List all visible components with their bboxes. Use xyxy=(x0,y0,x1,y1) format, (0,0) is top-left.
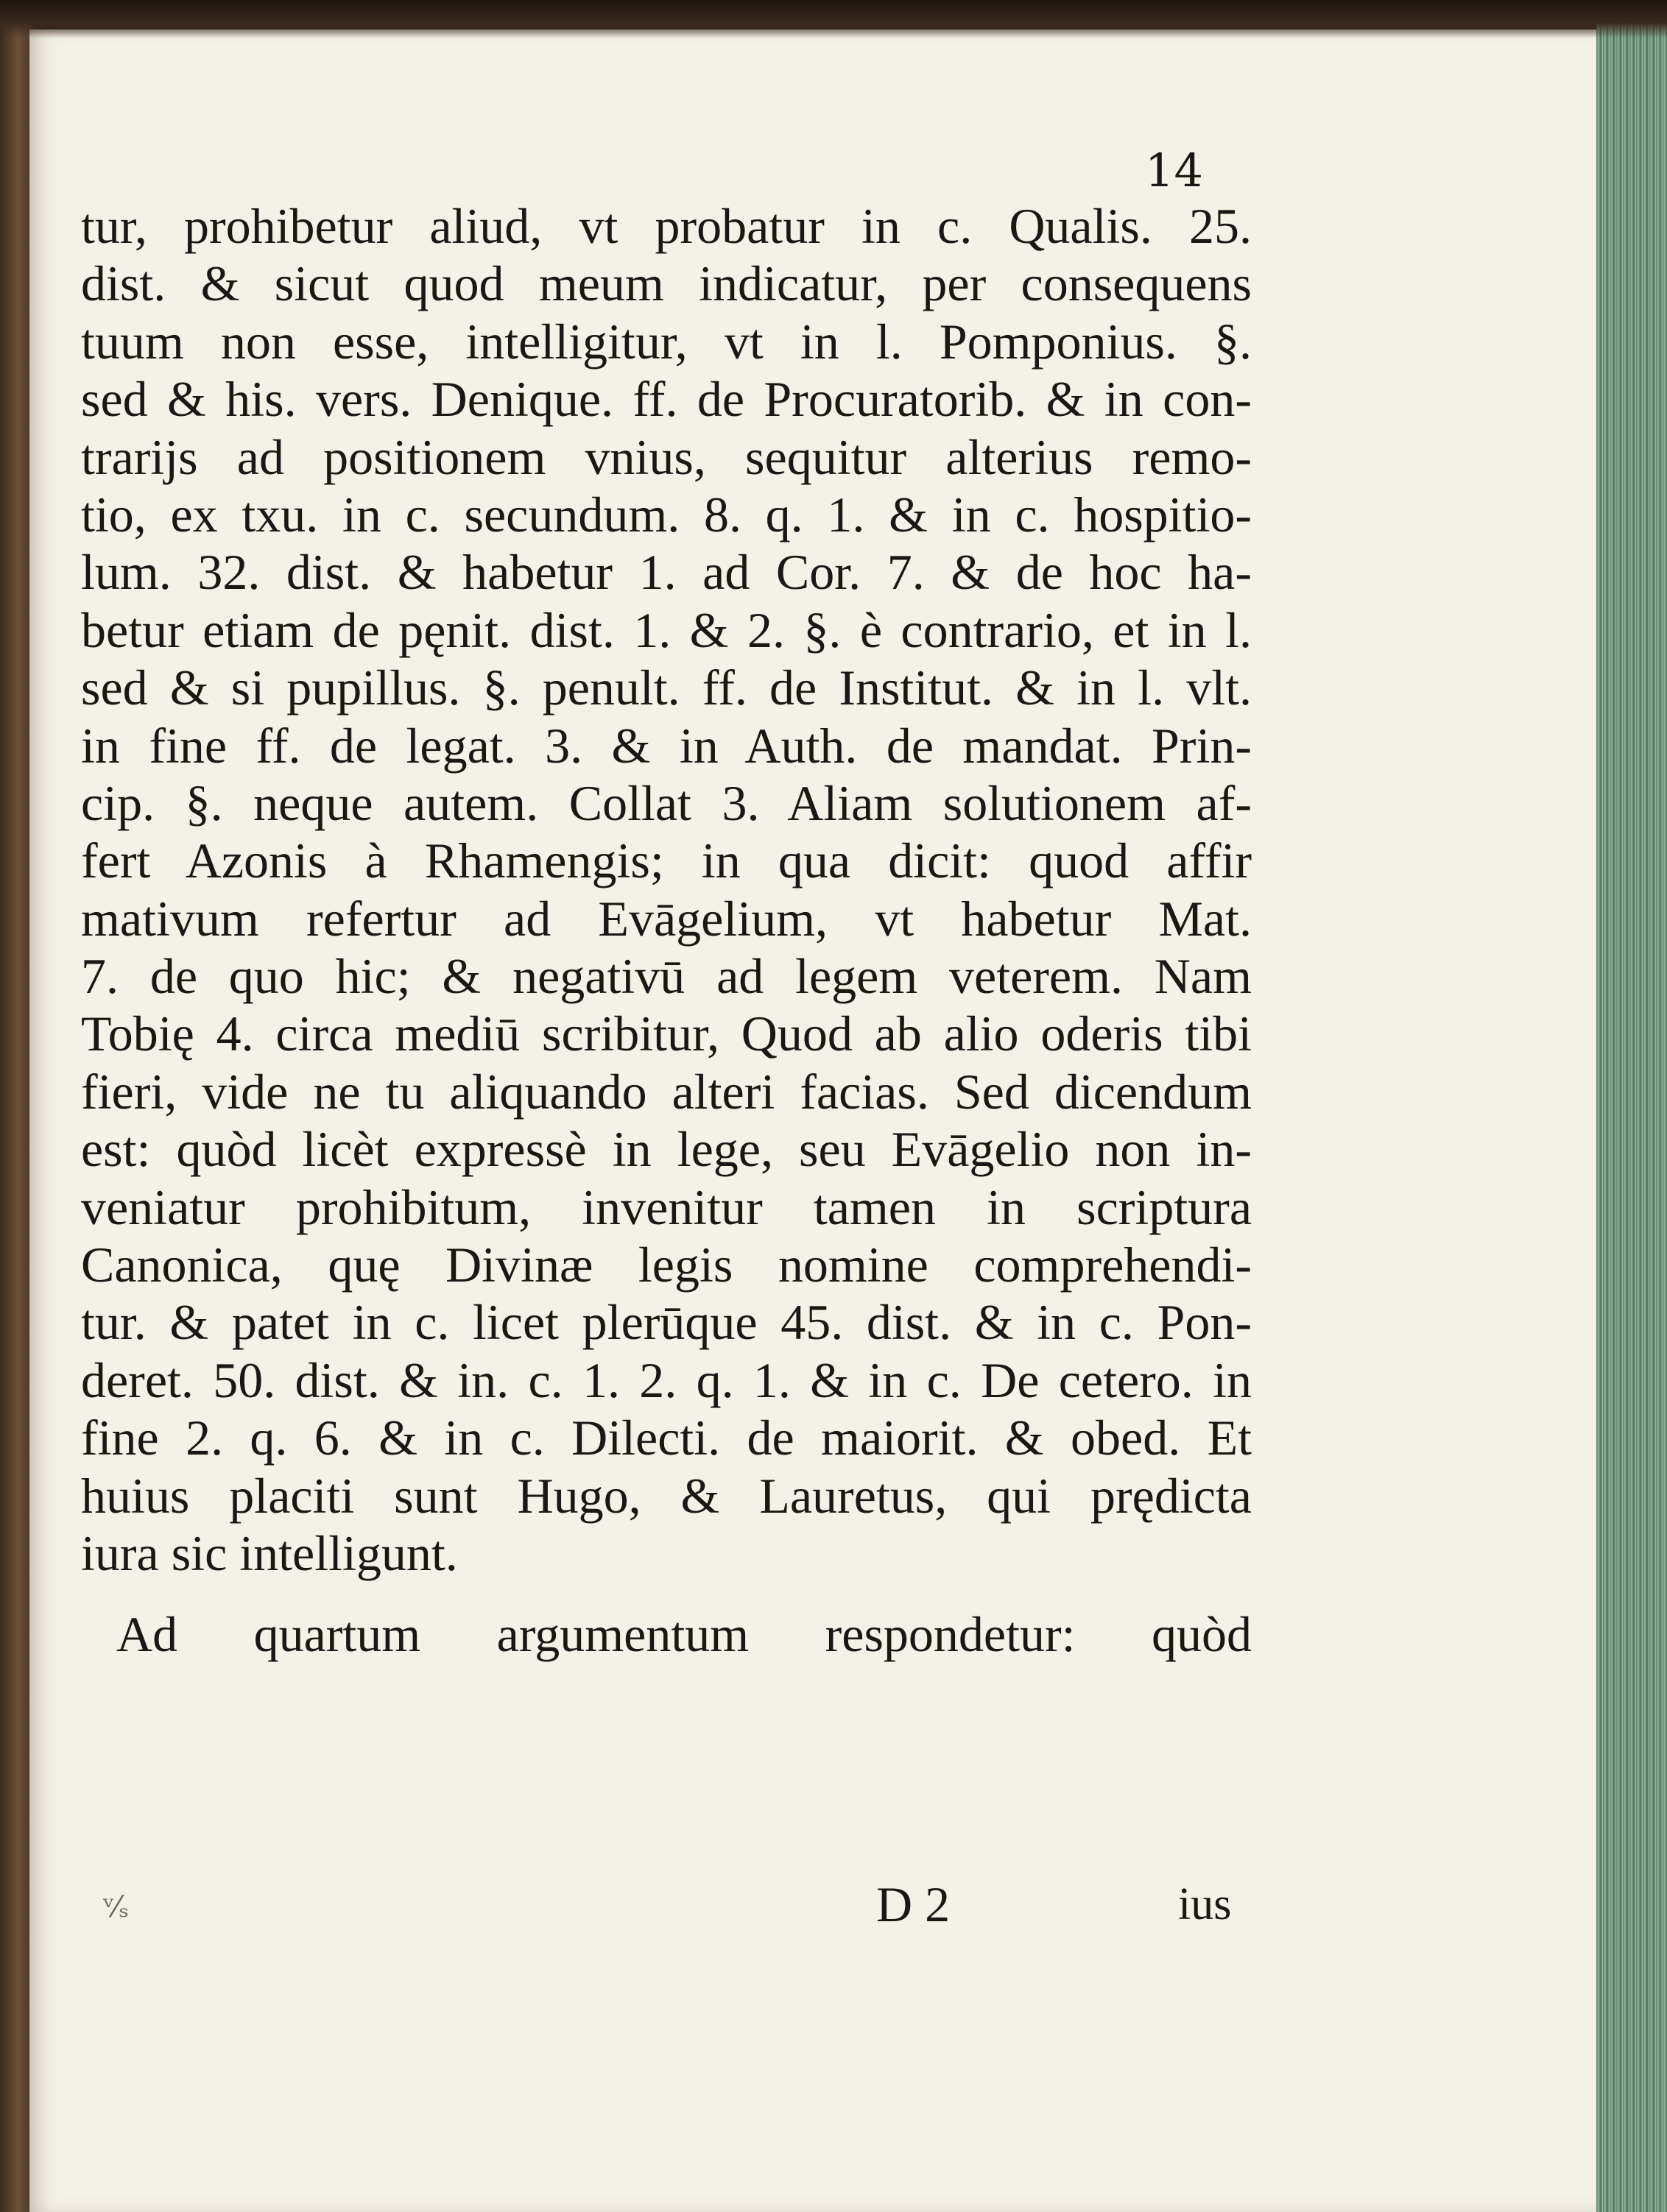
text-line: sed & si pupillus. §. penult. ff. de Institut. & in l. vlt. xyxy=(81,660,1252,716)
text-line: deret. 50. dist. & in. c. 1. 2. q. 1. & in c. De cetero. in xyxy=(81,1351,1252,1408)
text-line: tuum non esse, intelligitur, vt in l. Pomponius. §. xyxy=(81,313,1252,370)
text-line: sed & his. vers. Denique. ff. de Procuratorib. & in con- xyxy=(81,371,1252,428)
text-line: tur. & patet in c. licet plerūque 45. dist. & in c. Pon- xyxy=(81,1294,1252,1351)
text-line: est: quòd licèt expressè in lege, seu Evāgelio non in- xyxy=(81,1121,1252,1178)
body-text xyxy=(81,197,1252,1664)
text-line: iura sic intelligunt. xyxy=(81,1524,458,1581)
text-line: tio, ex txu. in c. secundum. 8. q. 1. & in c. hospitio- xyxy=(81,486,1252,543)
text-line: huius placiti sunt Hugo, & Lauretus, qui prędicta xyxy=(81,1467,1252,1524)
paragraph-gap xyxy=(81,1582,1252,1605)
text-line: lum. 32. dist. & habetur 1. ad Cor. 7. & de hoc ha- xyxy=(81,544,1252,601)
text-line: Canonica, quę Divinæ legis nomine comprehendi- xyxy=(81,1237,1252,1293)
signature-mark: D 2 xyxy=(876,1876,951,1932)
text-line: trarijs ad positionem vnius, sequitur alterius remo- xyxy=(81,428,1252,485)
text-line: cip. §. neque autem. Collat 3. Aliam solutionem af- xyxy=(81,774,1252,831)
catchword: ius xyxy=(1178,1879,1232,1929)
text-line: Ad quartum argumentum respondetur: quòd xyxy=(116,1606,1252,1663)
text-line: betur etiam de pęnit. dist. 1. & 2. §. è contrario, et in l. xyxy=(81,601,1252,658)
page-number: 14 xyxy=(1145,144,1203,197)
text-line: fine 2. q. 6. & in c. Dilecti. de maiorit. & obed. Et xyxy=(81,1410,1252,1466)
margin-mark: ᵛ⁄ₛ xyxy=(103,1890,130,1924)
text-line: dist. & sicut quod meum indicatur, per consequens xyxy=(81,255,1252,312)
top-shadow xyxy=(0,0,1667,38)
text-line: veniatur prohibitum, invenitur tamen in scriptura xyxy=(81,1179,1252,1235)
book-binding xyxy=(0,0,32,2212)
text-line: 7. de quo hic; & negativū ad legem veterem. Nam xyxy=(81,948,1252,1005)
text-line: mativum refertur ad Evāgelium, vt habetur Mat. xyxy=(81,890,1252,947)
text-line: tur, prohibetur aliud, vt probatur in c. Qualis. 25. xyxy=(81,198,1252,254)
text-line: Tobię 4. circa mediū scribitur, Quod ab alio oderis tibi xyxy=(81,1006,1252,1062)
text-line: fieri, vide ne tu aliquando alteri facias. Sed dicendum xyxy=(81,1063,1252,1120)
page-edges xyxy=(1596,0,1667,2212)
text-line: fert Azonis à Rhamengis; in qua dicit: quod affir xyxy=(81,833,1252,889)
text-line: in fine ff. de legat. 3. & in Auth. de mandat. Prin- xyxy=(81,717,1252,774)
